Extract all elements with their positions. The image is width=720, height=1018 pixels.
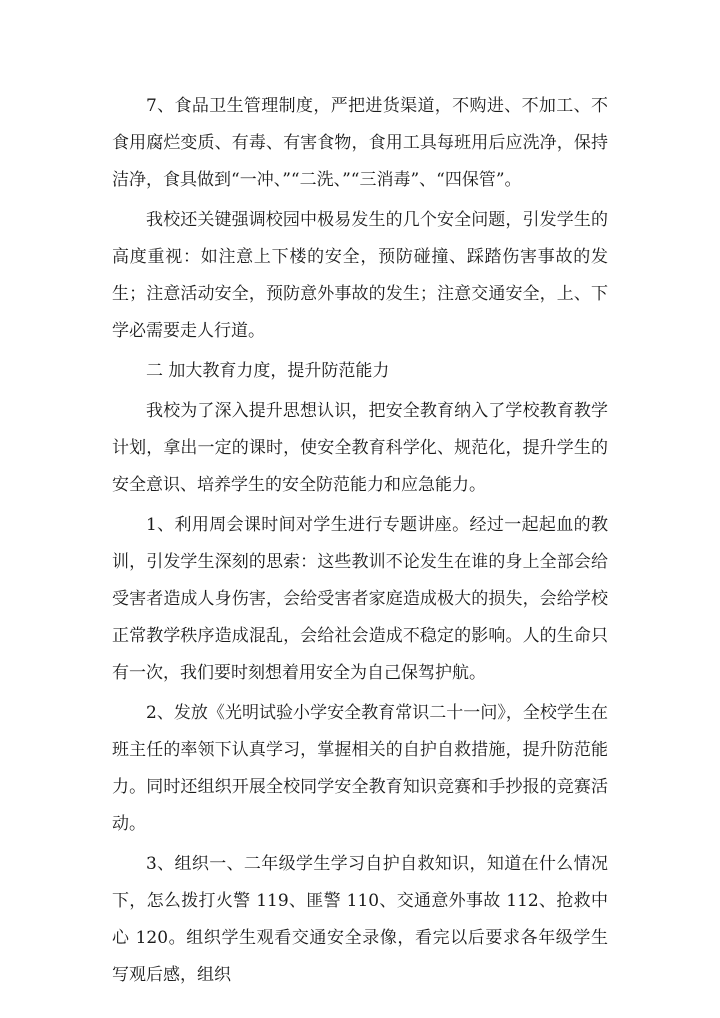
- paragraph-safety-issues: 我校还关键强调校园中极易发生的几个安全问题，引发学生的高度重视：如注意上下楼的安全，预防碰撞、踩踏伤害事故的发生；注意活动安全，预防意外事故的发生；注意交通安全，上、下学必需要走人行道。: [112, 210, 608, 341]
- paragraph-food-hygiene: 7、食品卫生管理制度，严把进货渠道，不购进、不加工、不食用腐烂变质、有毒、有害食物，食用工具每班用后应洗净，保持洁净，食具做到“一冲、”“二洗、”“三消毒”、“四保管”。: [112, 96, 608, 190]
- paragraph-item-2: 2、发放《光明试验小学安全教育常识二十一问》，全校学生在班主任的率领下认真学习，掌握相关的自护自救措施，提升防范能力。同时还组织开展全校同学安全教育知识竞赛和手抄报的竞赛活动。: [112, 703, 608, 834]
- section-heading: 二 加大教育力度，提升防范能力: [146, 361, 390, 381]
- paragraph-item-3: 3、组织一、二年级学生学习自护自救知识，知道在什么情况下，怎么拨打火警 119、匪警 110、交通意外事故 112、抢救中心 120。组织学生观看交通安全录像，看完以后要求各年级学生写观后感，组织: [112, 854, 608, 985]
- paragraph-item-1: 1、利用周会课时间对学生进行专题讲座。经过一起起血的教训，引发学生深刻的思索：这些教训不论发生在谁的身上全部会给受害者造成人身伤害，会给受害者家庭造成极大的损失，会给学校正常教学秩序造成混乱，会给社会造成不稳定的影响。人的生命只有一次，我们要时刻想着用安全为自己保驾护航。: [112, 515, 608, 683]
- paragraph-education-plan: 我校为了深入提升思想认识，把安全教育纳入了学校教育教学计划，拿出一定的课时，使安全教育科学化、规范化，提升学生的安全意识、培养学生的安全防范能力和应急能力。: [112, 401, 608, 495]
